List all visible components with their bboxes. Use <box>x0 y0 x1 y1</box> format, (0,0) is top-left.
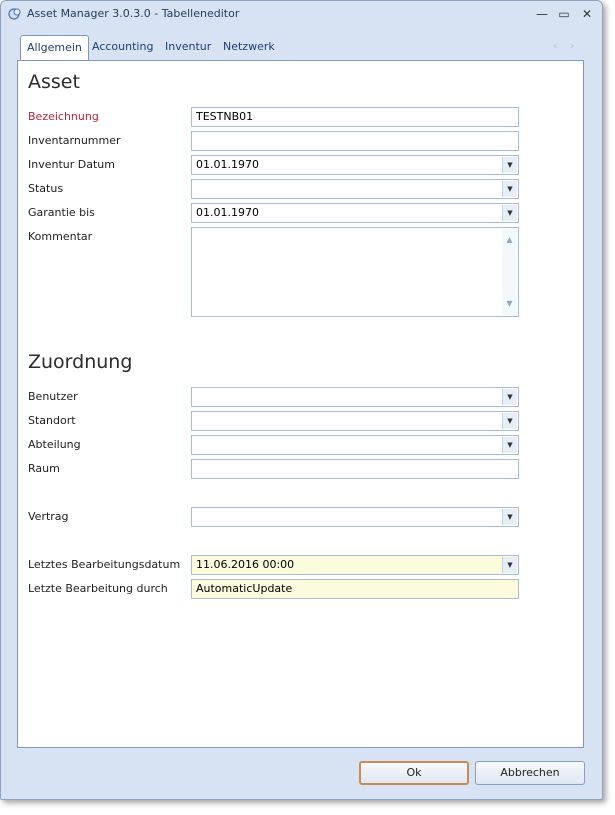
tab-bar <box>17 35 587 61</box>
inventur-datum-combo[interactable] <box>191 155 519 175</box>
maximize-button[interactable]: ▭ <box>558 7 570 21</box>
section-title-asset: Asset <box>28 71 80 93</box>
chevron-down-icon[interactable]: ▼ <box>502 557 517 573</box>
abteilung-combo[interactable] <box>191 435 519 455</box>
label-status: Status <box>28 182 64 195</box>
tab-next-icon[interactable]: › <box>570 39 575 52</box>
letztes-bearbeitungsdatum-combo[interactable] <box>191 555 519 575</box>
cancel-button[interactable]: Abbrechen <box>475 761 585 785</box>
minimize-button[interactable]: — <box>536 7 548 21</box>
tab-panel-allgemein <box>17 60 584 748</box>
chevron-down-icon[interactable]: ▼ <box>502 389 517 405</box>
tab-allgemein[interactable]: Allgemein <box>20 35 89 62</box>
tab-inventur[interactable]: Inventur <box>165 40 212 53</box>
scroll-down-icon[interactable]: ▼ <box>506 299 513 308</box>
tab-accounting[interactable]: Accounting <box>92 40 154 53</box>
chevron-down-icon[interactable]: ▼ <box>502 205 517 221</box>
inventarnummer-input[interactable] <box>191 131 519 151</box>
close-button[interactable]: ✕ <box>581 7 593 21</box>
title-bar[interactable] <box>1 1 602 29</box>
section-title-zuordnung: Zuordnung <box>28 351 133 373</box>
kommentar-scrollbar[interactable] <box>502 229 517 315</box>
chevron-down-icon[interactable]: ▼ <box>502 157 517 173</box>
label-standort: Standort <box>28 414 76 427</box>
chevron-down-icon[interactable]: ▼ <box>502 181 517 197</box>
letzte-bearbeitung-durch-field[interactable]: AutomaticUpdate <box>191 579 519 599</box>
tab-netzwerk[interactable]: Netzwerk <box>223 40 275 53</box>
status-combo[interactable] <box>191 179 519 199</box>
benutzer-combo[interactable] <box>191 387 519 407</box>
label-bezeichnung: Bezeichnung <box>28 110 99 123</box>
label-raum: Raum <box>28 462 60 475</box>
bezeichnung-input[interactable]: TESTNB01 <box>191 107 519 127</box>
chevron-down-icon[interactable]: ▼ <box>502 437 517 453</box>
label-inventarnummer: Inventarnummer <box>28 134 121 147</box>
label-letztes-bearbeitungsdatum: Letztes Bearbeitungsdatum <box>28 558 181 571</box>
app-icon <box>7 6 23 22</box>
garantie-bis-value: 01.01.1970 <box>196 206 259 219</box>
scroll-up-icon[interactable]: ▲ <box>506 235 513 244</box>
kommentar-textarea[interactable] <box>191 227 519 317</box>
label-letzte-bearbeitung-durch: Letzte Bearbeitung durch <box>28 582 168 595</box>
chevron-down-icon[interactable]: ▼ <box>502 413 517 429</box>
tab-prev-icon[interactable]: ‹ <box>553 39 558 52</box>
garantie-bis-combo[interactable] <box>191 203 519 223</box>
label-kommentar: Kommentar <box>28 230 93 243</box>
chevron-down-icon[interactable]: ▼ <box>502 509 517 525</box>
letztes-bearbeitungsdatum-value: 11.06.2016 00:00 <box>196 558 295 571</box>
label-vertrag: Vertrag <box>28 510 69 523</box>
raum-input[interactable] <box>191 459 519 479</box>
vertrag-combo[interactable] <box>191 507 519 527</box>
standort-combo[interactable] <box>191 411 519 431</box>
label-abteilung: Abteilung <box>28 438 81 451</box>
window-title: Asset Manager 3.0.3.0 - Tabelleneditor <box>27 7 240 20</box>
inventur-datum-value: 01.01.1970 <box>196 158 259 171</box>
label-garantie-bis: Garantie bis <box>28 206 95 219</box>
ok-button[interactable]: Ok <box>359 761 469 785</box>
label-benutzer: Benutzer <box>28 390 78 403</box>
label-inventur-datum: Inventur Datum <box>28 158 115 171</box>
